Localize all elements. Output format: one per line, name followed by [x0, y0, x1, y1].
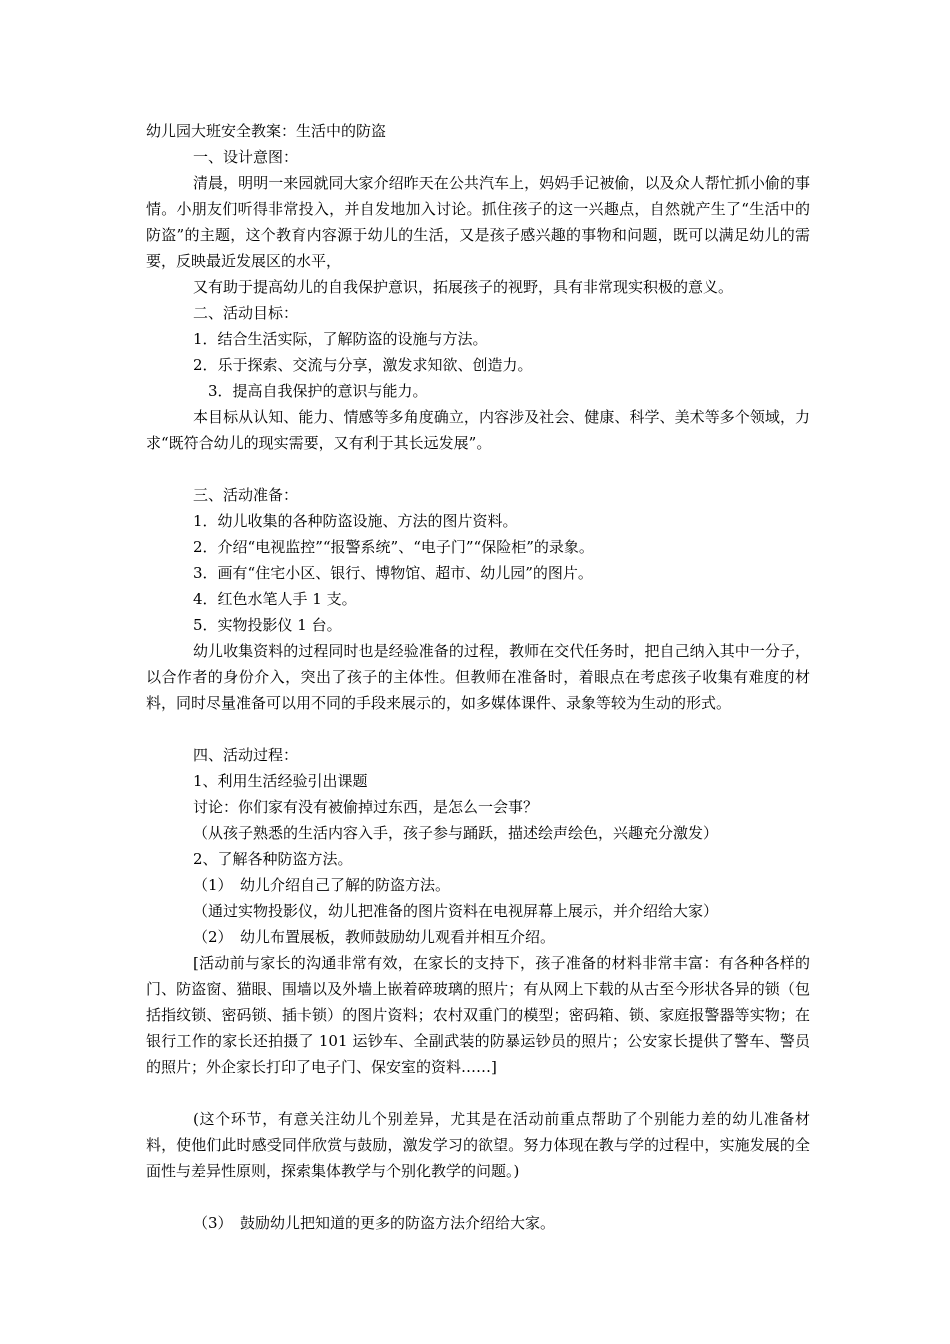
- paragraph-design-intent-continued: 又有助于提高幼儿的自我保护意识，拓展孩子的视野，具有非常现实积极的意义。: [193, 278, 734, 296]
- process-line: 2、了解各种防盗方法。: [193, 850, 353, 868]
- goal-item: 1．结合生活实际，了解防盗的设施与方法。: [193, 330, 488, 348]
- section-heading-goals: 二、活动目标：: [193, 304, 299, 322]
- paragraph-design-intent: 清晨，明明一来园就同大家介绍昨天在公共汽车上，妈妈手记被偷，以及众人帮忙抓小偷的事情。小朋友们听得非常投入，并自发地加入讨论。抓住孩子的这一兴趣点，自然就产生了“生活中的防盗”的主题，这个教育内容源于幼儿的生活，又是孩子感兴趣的事物和问题，既可以满足幼儿的需要，反映最近发展区的水平，: [146, 174, 810, 270]
- spacer: [146, 456, 810, 482]
- document-body: [146, 118, 810, 1236]
- process-line: （1） 幼儿介绍自己了解的防盗方法。: [193, 876, 451, 894]
- paragraph-preparation-note: 幼儿收集资料的过程同时也是经验准备的过程，教师在交代任务时，把自己纳入其中一分子，以合作者的身份介入，突出了孩子的主体性。但教师在准备时，着眼点在考虑孩子收集有难度的材料，同时尽量准备可以用不同的手段来展示的，如多媒体课件、录象等较为生动的形式。: [146, 642, 810, 712]
- preparation-item: 1．幼儿收集的各种防盗设施、方法的图片资料。: [193, 512, 518, 530]
- process-line-last: （3） 鼓励幼儿把知道的更多的防盗方法介绍给大家。: [193, 1214, 556, 1232]
- preparation-item: 4．红色水笔人手 1 支。: [193, 590, 357, 608]
- paragraph-materials-note: [活动前与家长的沟通非常有效，在家长的支持下，孩子准备的材料非常丰富：有各种各样的门、防盗窗、猫眼、围墙以及外墙上嵌着碎玻璃的照片；有从网上下载的从古至今形状各异的锁（包括指纹锁、密码锁、插卡锁）的图片资料；农村双重门的模型；密码箱、锁、家庭报警器等实物；在银行工作的家长还拍摄了 101 运钞车、全副武装的防暴运钞员的照片；公安家长提供了警车、警员的照片；外企家长打印了电子门、保安室的资料……]: [146, 954, 810, 1076]
- preparation-item: 5．实物投影仪 1 台。: [193, 616, 342, 634]
- process-line: （从孩子熟悉的生活内容入手，孩子参与踊跃，描述绘声绘色，兴趣充分激发）: [193, 824, 719, 842]
- section-heading-preparation: 三、活动准备：: [193, 486, 299, 504]
- section-heading-design: 一、设计意图：: [193, 148, 299, 166]
- process-line: （通过实物投影仪，幼儿把准备的图片资料在电视屏幕上展示，并介绍给大家）: [193, 902, 719, 920]
- paragraph-goals-note: 本目标从认知、能力、情感等多角度确立，内容涉及社会、健康、科学、美术等多个领域，力求“既符合幼儿的现实需要，又有利于其长远发展”。: [146, 408, 810, 452]
- paragraph-differentiation-note: (这个环节，有意关注幼儿个别差异，尤其是在活动前重点帮助了个别能力差的幼儿准备材料，使他们此时感受同伴欣赏与鼓励，激发学习的欲望。努力体现在教与学的过程中，实施发展的全面性与差异性原则，探索集体教学与个别化教学的问题。): [146, 1110, 810, 1180]
- spacer: [146, 1080, 810, 1106]
- document-title: 幼儿园大班安全教案：生活中的防盗: [146, 122, 387, 140]
- process-line: 讨论：你们家有没有被偷掉过东西，是怎么一会事？: [193, 798, 539, 816]
- preparation-item: 3．画有“住宅小区、银行、博物馆、超市、幼儿园”的图片。: [193, 564, 593, 582]
- section-heading-process: 四、活动过程：: [193, 746, 299, 764]
- goal-item: 3．提高自我保护的意识与能力。: [208, 382, 428, 400]
- preparation-item: 2．介绍“电视监控”“报警系统”、“电子门”“保险柜”的录象。: [193, 538, 594, 556]
- spacer: [146, 1184, 810, 1210]
- process-line: 1、利用生活经验引出课题: [193, 772, 368, 790]
- spacer: [146, 716, 810, 742]
- goal-item: 2．乐于探索、交流与分享，激发求知欲、创造力。: [193, 356, 533, 374]
- process-line: （2） 幼儿布置展板，教师鼓励幼儿观看并相互介绍。: [193, 928, 556, 946]
